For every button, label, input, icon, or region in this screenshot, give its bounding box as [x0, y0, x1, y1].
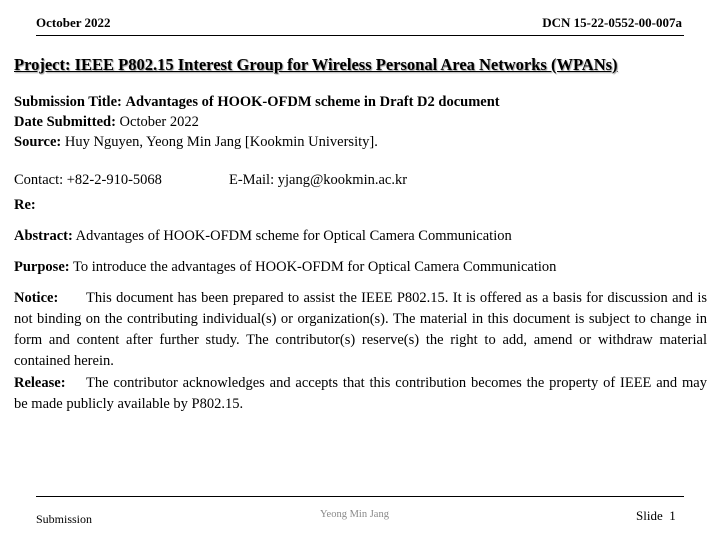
- abstract-line: [14, 228, 512, 245]
- header-rule: [36, 35, 684, 36]
- contact-email: E-Mail: yjang@kookmin.ac.kr: [229, 172, 408, 188]
- footer-author: Yeong Min Jang: [320, 509, 389, 520]
- re-label: Re:: [14, 197, 36, 213]
- source-line: [14, 134, 378, 151]
- date-submitted-line: [14, 114, 199, 131]
- abstract-value: Advantages of HOOK-OFDM scheme for Optical Camera Communication: [75, 228, 512, 244]
- release-label: Release:: [14, 375, 66, 391]
- footer-slide: [636, 508, 676, 524]
- notice-label: Notice:: [14, 290, 59, 306]
- header-date: October 2022: [36, 15, 111, 30]
- project-title: Project: IEEE P802.15 Interest Group for Wireless Personal Area Networks (WPANs): [14, 55, 618, 74]
- release-paragraph: [14, 373, 707, 415]
- purpose-line: [14, 259, 556, 276]
- notice-paragraph: [14, 288, 707, 372]
- purpose-value: To introduce the advantages of HOOK-OFDM for Optical Camera Communication: [72, 259, 557, 275]
- source-value: Huy Nguyen, Yeong Min Jang [Kookmin University].: [64, 134, 378, 150]
- footer-submission: Submission: [36, 512, 93, 526]
- source-label: Source:: [14, 134, 62, 150]
- purpose-label: Purpose:: [14, 259, 70, 275]
- date-submitted-label: Date Submitted:: [14, 114, 116, 130]
- abstract-label: Abstract:: [14, 228, 73, 244]
- footer-rule: [36, 496, 684, 497]
- submission-title-line: [14, 94, 500, 111]
- slide-number: 1: [669, 508, 676, 523]
- submission-title-label: Submission Title:: [14, 94, 122, 110]
- notice-text: This document has been prepared to assist the IEEE P802.15. It is offered as a basis for discussion and is not binding on the contributing individual(s) or organization(s). The material in this document is subject to change in form and content after further study. The contributor(s) reserve(s) the right to add, amend or withdraw material contained herein.: [14, 290, 707, 369]
- contact-phone: Contact: +82-2-910-5068: [14, 172, 162, 188]
- date-submitted-value: October 2022: [119, 114, 199, 130]
- header-doc-number: DCN 15-22-0552-00-007a: [542, 15, 682, 30]
- submission-title-value: Advantages of HOOK-OFDM scheme in Draft D2 document: [125, 94, 500, 110]
- release-text: The contributor acknowledges and accepts that this contribution becomes the property of IEEE and may be made publicly available by P802.15.: [14, 375, 707, 412]
- slide-label: Slide: [636, 508, 663, 523]
